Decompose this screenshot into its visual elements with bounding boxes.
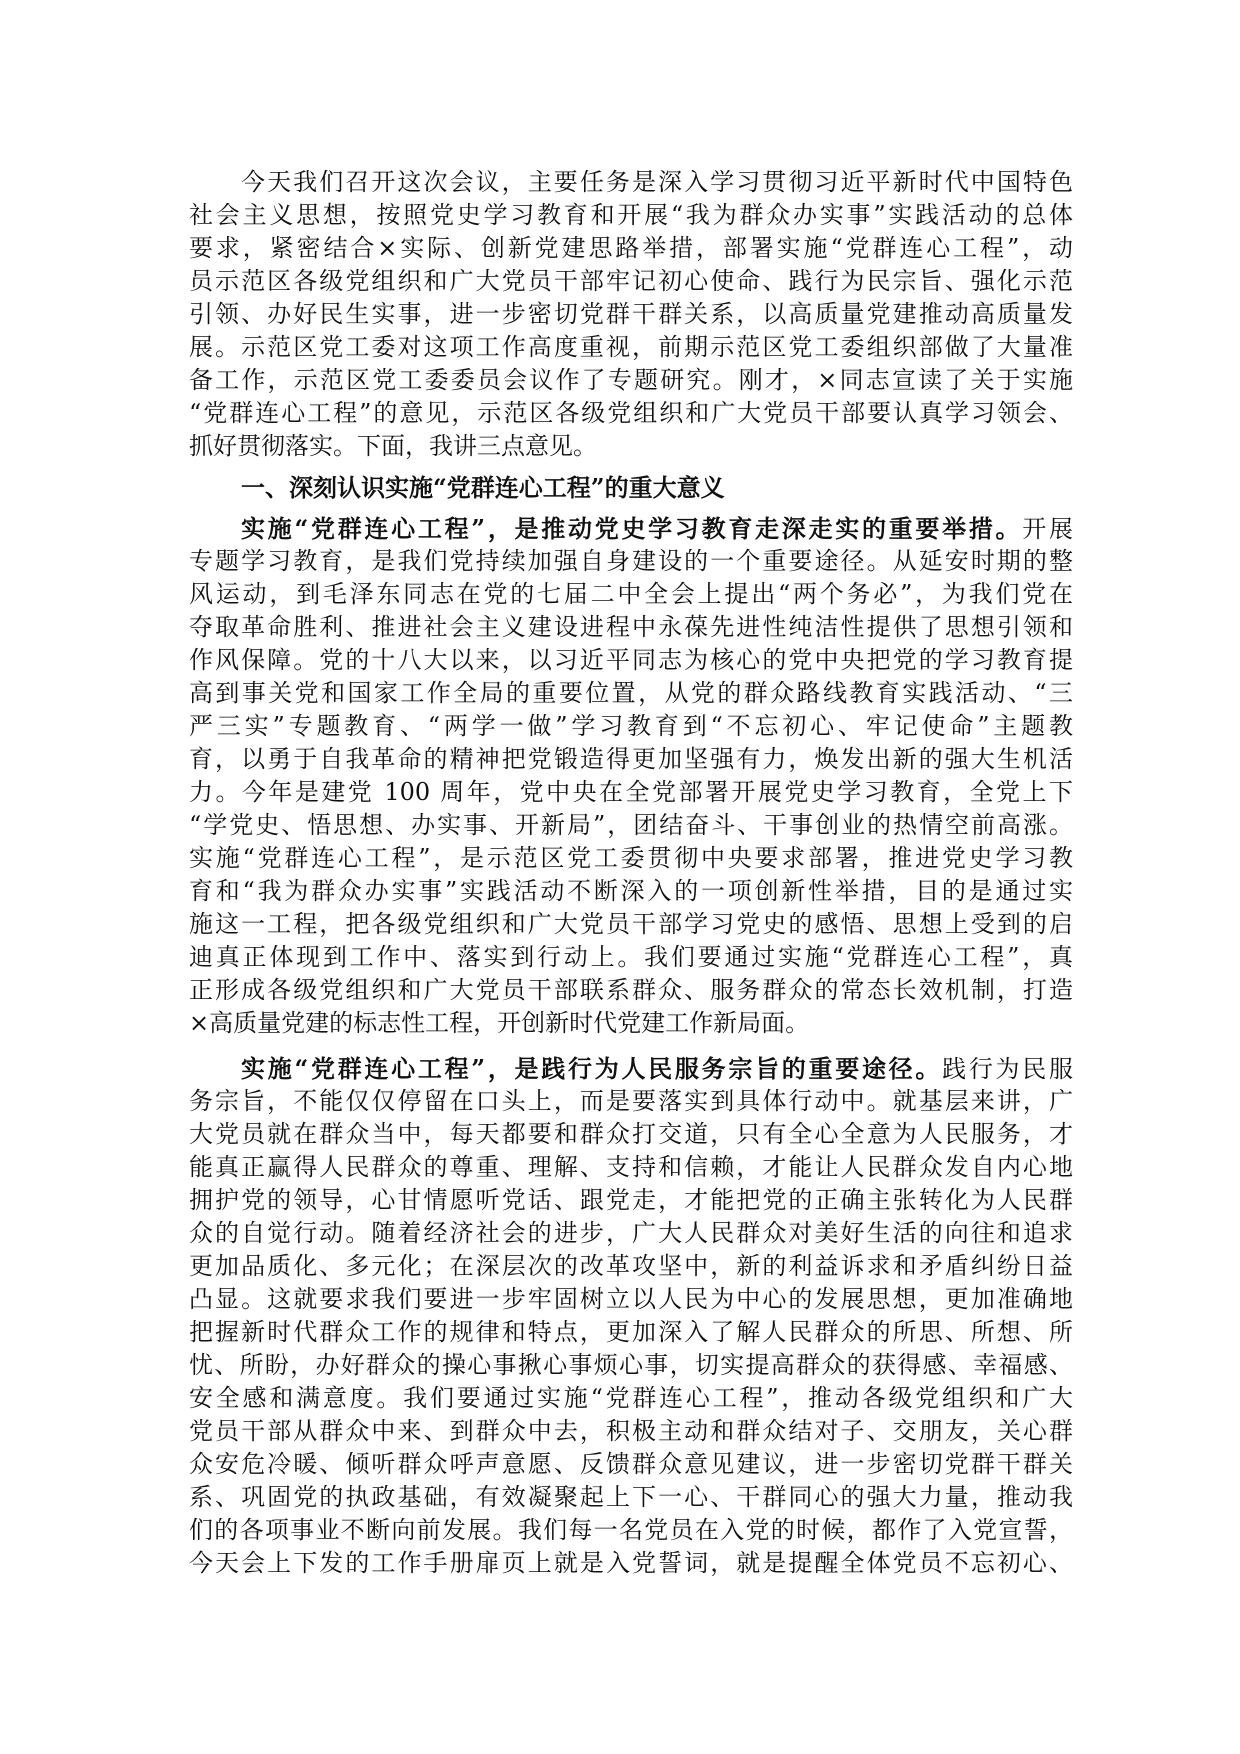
text-line: 实施“党群连心工程”，是示范区党工委贯彻中央要求部署，推进党史学习教 [189,844,1073,872]
text-line: 迪真正体现到工作中、落实到行动上。我们要通过实施“党群连心工程”，真 [189,943,1073,971]
text-line: 安全感和满意度。我们要通过实施“党群连心工程”，推动各级党组织和广大 [189,1384,1073,1412]
text-line: 忧、所盼，办好群众的操心事揪心事烦心事，切实提高群众的获得感、幸福感、 [189,1351,1073,1379]
text-line: “党群连心工程”的意见，示范区各级党组织和广大党员干部要认真学习领会、 [189,399,1073,427]
paragraph-lead-rest: 开展 [1022,515,1074,543]
text-line: 专题学习教育，是我们党持续加强自身建设的一个重要途径。从延安时期的整 [189,547,1073,575]
text-line: 把握新时代群众工作的规律和特点，更加深入了解人民群众的所思、所想、所 [189,1318,1073,1346]
text-line: 抓好贯彻落实。下面，我讲三点意见。 [189,432,597,460]
text-line: 引领、办好民生实事，进一步密切党群干群关系，以高质量党建推动高质量发 [189,300,1073,328]
text-line: 力。今年是建党 100 周年，党中央在全党部署开展党史学习教育，全党上下 [189,778,1073,806]
section-heading-1 [189,471,1073,504]
text-line: “学党史、悟思想、办实事、开新局”，团结奋斗、干事创业的热情空前高涨。 [189,811,1073,839]
paragraph-lead-bold: 实施“党群连心工程”，是推动党史学习教育走深走实的重要举措。 [241,514,1023,543]
text-line: 大党员就在群众当中，每天都要和群众打交道，只有全心全意为人民服务，才 [189,1120,1073,1148]
text-line: 们的各项事业不断向前发展。我们每一名党员在入党的时候，都作了入党宣誓， [189,1516,1073,1544]
text-line: 育，以勇于自我革命的精神把党锻造得更加坚强有力，焕发出新的强大生机活 [189,745,1073,773]
paragraph-lead-rest: 践行为民服 [942,1055,1073,1083]
text-line: 风运动，到毛泽东同志在党的七届二中全会上提出“两个务必”，为我们党在 [189,580,1073,608]
text-line: 众安危冷暖、倾听群众呼声意愿、反馈群众意见建议，进一步密切党群干群关 [189,1450,1073,1478]
text-line: 正形成各级党组织和广大党员干部联系群众、服务群众的常态长效机制，打造 [189,976,1073,1004]
text-line: 今天我们召开这次会议，主要任务是深入学习贯彻习近平新时代中国特色 [241,168,1073,196]
text-line: 员示范区各级党组织和广大党员干部牢记初心使命、践行为民宗旨、强化示范 [189,267,1073,295]
text-line: 夺取革命胜利、推进社会主义建设进程中永葆先进性纯洁性提供了思想引领和 [189,613,1073,641]
paragraph-significance-1 [189,512,1073,1040]
text-line: 众的自觉行动。随着经济社会的进步，广大人民群众对美好生活的向往和追求 [189,1219,1073,1247]
text-line: 务宗旨，不能仅仅停留在口头上，而是要落实到具体行动中。就基层来讲，广 [189,1087,1073,1115]
text-line: 施这一工程，把各级党组织和广大党员干部学习党史的感悟、思想上受到的启 [189,910,1073,938]
paragraph-lead-bold: 实施“党群连心工程”，是践行为人民服务宗旨的重要途径。 [241,1054,943,1083]
text-line: 系、巩固党的执政基础，有效凝聚起上下一心、干群同心的强大力量，推动我 [189,1483,1073,1511]
text-line: 展。示范区党工委对这项工作高度重视，前期示范区党工委组织部做了大量准 [189,333,1073,361]
text-line: 能真正赢得人民群众的尊重、理解、支持和信赖，才能让人民群众发自内心地 [189,1153,1073,1181]
paragraph-lead-line [189,512,1073,545]
paragraph-significance-2 [189,1052,1073,1580]
text-line: 严三实”专题教育、“两学一做”学习教育到“不忘初心、牢记使命”主题教 [189,712,1073,740]
text-line: 拥护党的领导，心甘情愿听党话、跟党走，才能把党的正确主张转化为人民群 [189,1186,1073,1214]
text-line: 备工作，示范区党工委委员会议作了专题研究。刚才，×同志宣读了关于实施 [189,366,1073,394]
text-line: 今天会上下发的工作手册扉页上就是入党誓词，就是提醒全体党员不忘初心、 [189,1549,1073,1577]
text-line: ×高质量党建的标志性工程，开创新时代党建工作新局面。 [189,1009,810,1037]
text-line: 社会主义思想，按照党史学习教育和开展“我为群众办实事”实践活动的总体 [189,201,1073,229]
section-heading-text: 一、深刻认识实施“党群连心工程”的重大意义 [241,473,725,502]
text-line: 党员干部从群众中来、到群众中去，积极主动和群众结对子、交朋友，关心群 [189,1417,1073,1445]
text-line: 凸显。这就要求我们要进一步牢固树立以人民为中心的发展思想，更加准确地 [189,1285,1073,1313]
text-line: 要求，紧密结合×实际、创新党建思路举措，部署实施“党群连心工程”，动 [189,234,1073,262]
text-line: 高到事关党和国家工作全局的重要位置，从党的群众路线教育实践活动、“三 [189,679,1073,707]
text-line: 作风保障。党的十八大以来，以习近平同志为核心的党中央把党的学习教育提 [189,646,1073,674]
paragraph-lead-line [189,1052,1073,1085]
text-line: 育和“我为群众办实事”实践活动不断深入的一项创新性举措，目的是通过实 [189,877,1073,905]
text-line: 更加品质化、多元化；在深层次的改革攻坚中，新的利益诉求和矛盾纠纷日益 [189,1252,1073,1280]
paragraph-intro [189,166,1073,463]
